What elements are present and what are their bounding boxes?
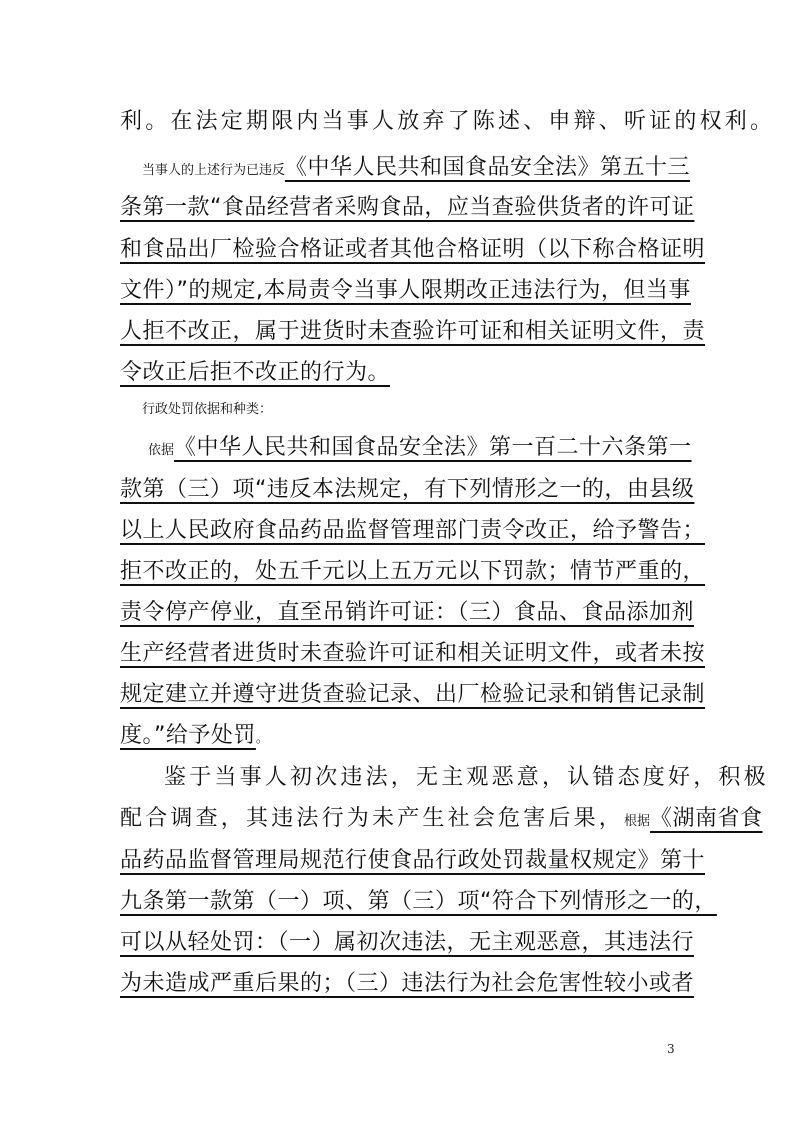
underlined-text: 规定建立并遵守进货查验记录、出厂检验记录和销售记录制 [120,682,706,707]
underlined-text: 拒不改正的，处五千元以上五万元以下罚款；情节严重的， [120,559,706,584]
underlined-text: 以上人民政府食品药品监督管理部门责令改正，给予警告； [120,518,706,543]
underlined-text: 文件）”的规定,本局责令当事人限期改正违法行为，但当事 [120,278,691,303]
page-number: 3 [667,1042,675,1056]
paragraph-lead: 当事人的上述行为已违反 [142,163,286,178]
underlined-text: 责令停产停业，直至吊销许可证：（三）食品、食品添加剂 [120,600,695,625]
text-line [120,801,763,832]
paragraph-text: 利。在法定期限内当事人放弃了陈述、申辩、听证的权利。 [120,109,776,134]
paragraph-text: 鉴于当事人初次违法，无主观恶意，认错态度好，积极 [164,765,769,790]
paragraph-text: 配合调查，其违法行为未产生社会危害后果， [120,806,625,831]
underlined-text: 生产经营者进货时未查验许可证和相关证明文件，或者未按 [120,641,706,666]
paragraph-lead: 依据 [148,443,175,458]
underlined-text: 《中华人民共和国食品安全法》第五十三 [285,155,691,180]
paragraph-lead: 根据 [624,814,651,829]
section-heading: 行政处罚依据和种类： [142,402,273,417]
underlined-text: 品药品监督管理局规范行使食品行政处罚裁量权规定》第十 [120,848,706,873]
underlined-text: 人拒不改正，属于进货时未查验许可证和相关证明文件，责 [120,319,706,344]
underlined-text: 和食品出厂检验合格证或者其他合格证明（以下称合格证明 [120,237,706,262]
underlined-text: 条第一款“食品经营者采购食品，应当查验供货者的许可证 [120,195,695,220]
underlined-text: 为未造成严重后果的；（三）违法行为社会危害性较小或者 [120,971,695,996]
text-line [120,718,269,749]
underlined-text: 款第（三）项“违反本法规定，有下列情形之一的，由县级 [120,477,695,502]
text-line [142,150,690,181]
underlined-text: 《中华人民共和国食品安全法》第一百二十六条第一 [174,435,692,460]
underlined-text: 《湖南省食 [650,806,763,831]
underlined-text: 九条第一款第（一）项、第（三）项“符合下列情形之一的， [120,889,717,914]
underlined-text: 度。”给予处罚 [120,723,256,748]
paragraph-text: 。 [255,731,269,746]
text-line [120,104,775,135]
text-line [148,430,692,461]
underlined-text: 可以从轻处罚：（一）属初次违法，无主观恶意，其违法行 [120,930,695,955]
underlined-text: 令改正后拒不改正的行为。 [120,360,391,385]
